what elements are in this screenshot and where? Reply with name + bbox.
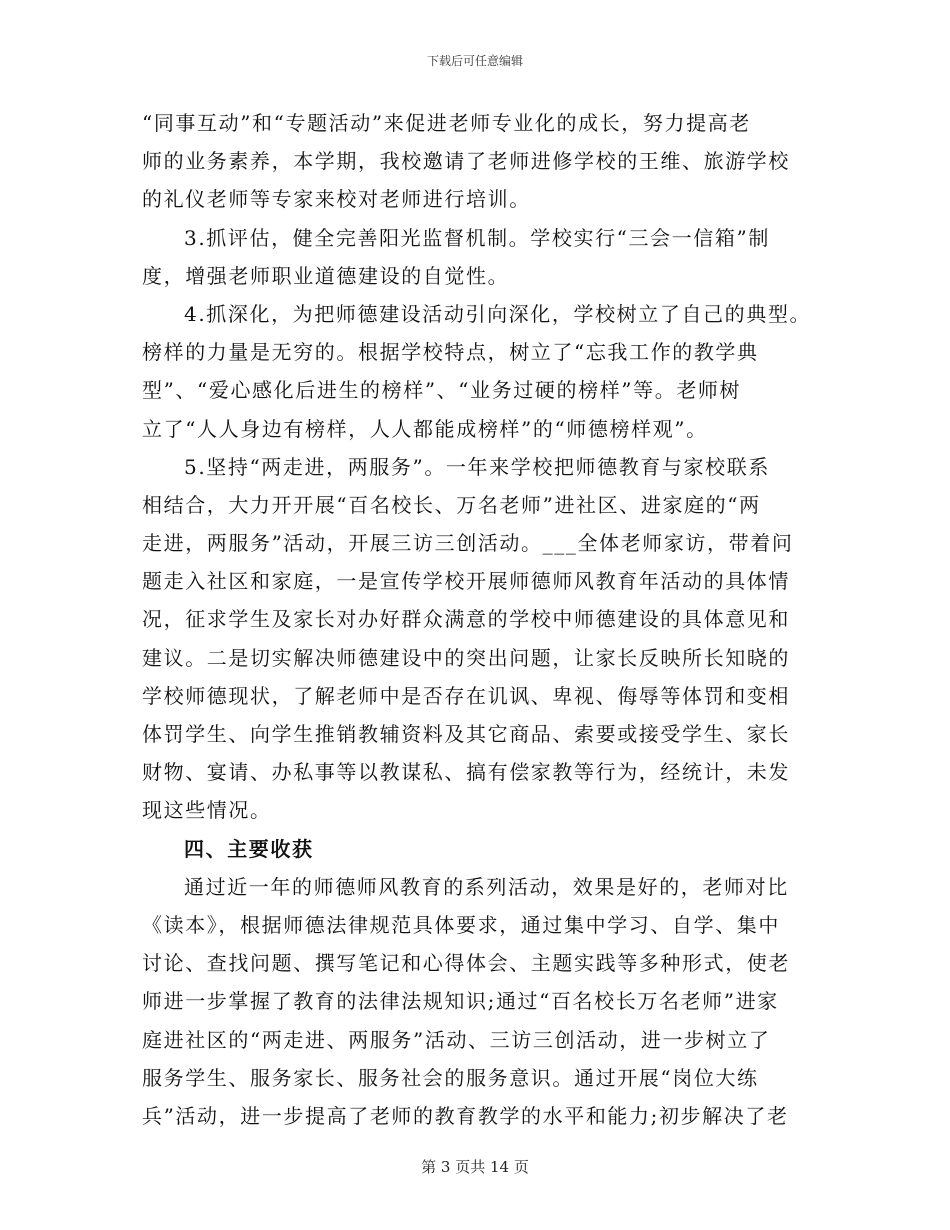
body-line: 的礼仪老师等专家来校对老师进行培训。 [142, 187, 531, 212]
body-line: 财物、宴请、办私事等以教谋私、搞有偿家教等行为，经统计，未发 [142, 760, 790, 785]
body-line: 4.抓深化，为把师德建设活动引向深化，学校树立了自己的典型。 [184, 301, 812, 326]
body-line: 讨论、查找问题、撰写笔记和心得体会、主题实践等多种形式，使老 [142, 951, 790, 976]
body-line: 榜样的力量是无穷的。根据学校特点，树立了“忘我工作的教学典 [142, 340, 759, 365]
page-header: 下载后可任意编辑 [426, 54, 523, 68]
body-line: 《读本》，根据师德法律规范具体要求，通过集中学习、自学、集中 [142, 912, 780, 937]
body-line: 题走入社区和家庭，一是宣传学校开展师德师风教育年活动的具体情 [142, 569, 790, 594]
body-line: 学校师德现状，了解老师中是否存在讥讽、卑视、侮辱等体罚和变相 [142, 683, 790, 708]
page-footer: 第 3 页共 14 页 [421, 1158, 529, 1176]
body-line: 现这些情况。 [142, 798, 272, 823]
body-line: 度，增强老师职业道德建设的自觉性。 [142, 263, 510, 288]
body-line: “同事互动”和“专题活动”来促进老师专业化的成长，努力提高老 [142, 111, 751, 135]
body-line: 5.坚持“两走进，两服务”。一年来学校把师德教育与家校联系 [184, 454, 770, 479]
body-line: 庭进社区的“两走进、两服务”活动、三访三创活动，进一步树立了 [142, 1027, 771, 1052]
body-line: 服务学生、服务家长、服务社会的服务意识。通过开展“岗位大练 [142, 1065, 759, 1090]
body-line: 况，征求学生及家长对办好群众满意的学校中师德建设的具体意见和 [142, 607, 790, 632]
document-body [142, 104, 822, 1135]
section-heading: 四、主要收获 [184, 836, 314, 861]
body-line: 走进，两服务”活动，开展三访三创活动。___全体老师家访，带着问 [142, 531, 794, 556]
body-line: 师的业务素养，本学期，我校邀请了老师进修学校的王维、旅游学校 [142, 149, 790, 174]
body-line: 立了“人人身边有榜样，人人都能成榜样”的“师德榜样观”。 [142, 416, 708, 441]
body-line: 建议。二是切实解决师德建设中的突出问题，让家长反映所长知晓的 [142, 645, 790, 670]
body-line: 体罚学生、向学生推销教辅资料及其它商品、索要或接受学生、家长 [142, 722, 790, 746]
body-line: 师进一步掌握了教育的法律法规知识;通过“百名校长万名老师”进家 [142, 989, 779, 1014]
body-line: 相结合，大力开开展“百名校长、万名老师”进社区、进家庭的“两 [142, 492, 761, 517]
body-line: 3.抓评估，健全完善阳光监督机制。学校实行“三会一信箱”制 [184, 225, 770, 250]
body-line: 兵”活动，进一步提高了老师的教育教学的水平和能力;初步解决了老 [142, 1103, 789, 1128]
body-line: 通过近一年的师德师风教育的系列活动，效果是好的，老师对比 [184, 874, 789, 899]
body-line: 型”、“爱心感化后进生的榜样”、“业务过硬的榜样”等。老师树 [142, 378, 742, 403]
